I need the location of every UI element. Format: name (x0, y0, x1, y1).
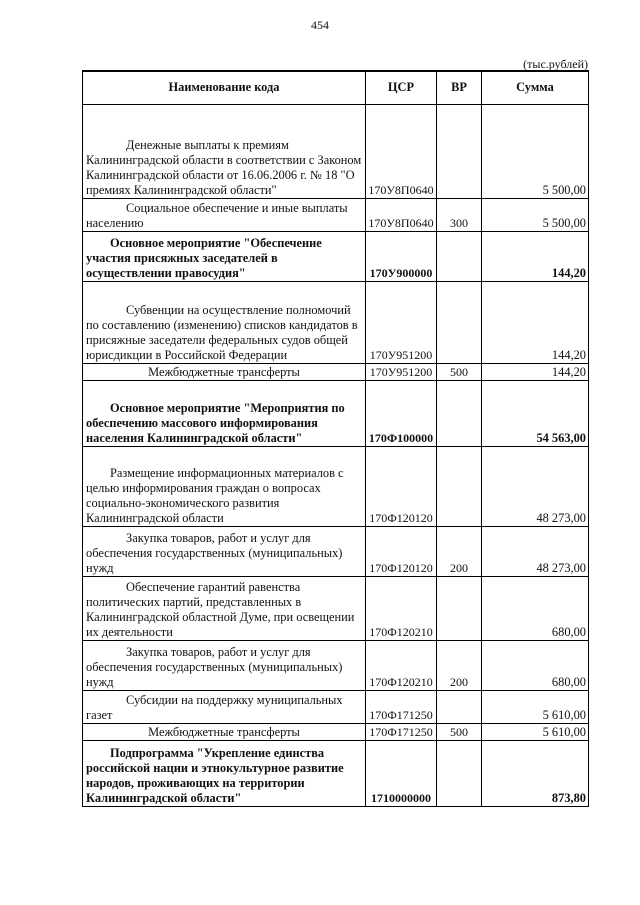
table-row (83, 104, 589, 198)
row-csr: 170Ф120120 (366, 446, 437, 526)
row-name: Обеспечение гарантий равенства политических партий, представленных в Калининградской областной Думе, при освещении их деятельности (83, 576, 366, 640)
row-vr (437, 231, 482, 281)
table-row (83, 198, 589, 231)
row-sum: 5 610,00 (482, 723, 589, 740)
table-row (83, 446, 589, 526)
row-sum: 48 273,00 (482, 526, 589, 576)
row-sum: 5 500,00 (482, 198, 589, 231)
row-name: Закупка товаров, работ и услуг для обеспечения государственных (муниципальных) нужд (83, 526, 366, 576)
row-csr: 170У951200 (366, 281, 437, 363)
table-row (83, 526, 589, 576)
row-name: Размещение информационных материалов с целью информирования граждан о вопросах социально-экономического развития Калининградской области (83, 446, 366, 526)
row-name: Субсидии на поддержку муниципальных газет (83, 690, 366, 723)
row-csr: 170Ф171250 (366, 723, 437, 740)
row-csr: 170У8П0640 (366, 198, 437, 231)
row-sum: 680,00 (482, 576, 589, 640)
budget-table-wrapper (82, 70, 588, 807)
row-vr (437, 104, 482, 198)
row-name: Субвенции на осуществление полномочий по составлению (изменению) списков кандидатов в присяжные заседатели федеральных судов общей юрисдикции в Российской Федерации (83, 281, 366, 363)
row-csr: 170Ф120120 (366, 526, 437, 576)
row-vr (437, 380, 482, 446)
page-number: 454 (311, 18, 329, 32)
table-row (83, 231, 589, 281)
header-name: Наименование кода (83, 71, 366, 104)
table-row (83, 690, 589, 723)
row-vr: 200 (437, 526, 482, 576)
row-vr (437, 740, 482, 806)
row-vr (437, 446, 482, 526)
row-name: Денежные выплаты к премиям Калининградской области в соответствии с Законом Калининградской области от 16.06.2006 г. № 18 "О премиях Калининградской области" (83, 104, 366, 198)
row-csr: 170У951200 (366, 363, 437, 380)
row-sum: 144,20 (482, 231, 589, 281)
row-vr: 200 (437, 640, 482, 690)
table-row (83, 640, 589, 690)
row-vr (437, 576, 482, 640)
row-vr: 300 (437, 198, 482, 231)
row-name: Основное мероприятие "Обеспечение участия присяжных заседателей в осуществлении правосудия" (83, 231, 366, 281)
table-row (83, 576, 589, 640)
header-vr: ВР (437, 71, 482, 104)
row-csr: 1710000000 (366, 740, 437, 806)
row-sum: 144,20 (482, 281, 589, 363)
row-name: Социальное обеспечение и иные выплаты населению (83, 198, 366, 231)
row-sum: 5 500,00 (482, 104, 589, 198)
row-csr: 170Ф171250 (366, 690, 437, 723)
row-csr: 170Ф120210 (366, 640, 437, 690)
table-row (83, 281, 589, 363)
row-sum: 144,20 (482, 363, 589, 380)
row-name: Межбюджетные трансферты (83, 363, 366, 380)
row-name: Межбюджетные трансферты (83, 723, 366, 740)
row-sum: 48 273,00 (482, 446, 589, 526)
row-vr: 500 (437, 363, 482, 380)
row-sum: 54 563,00 (482, 380, 589, 446)
row-sum: 873,80 (482, 740, 589, 806)
row-vr (437, 690, 482, 723)
row-name: Основное мероприятие "Мероприятия по обеспечению массового информирования населения Калининградской области" (83, 380, 366, 446)
row-csr: 170Ф100000 (366, 380, 437, 446)
header-sum: Сумма (482, 71, 589, 104)
row-sum: 5 610,00 (482, 690, 589, 723)
table-header-row (83, 71, 589, 104)
row-csr: 170У8П0640 (366, 104, 437, 198)
table-row (83, 363, 589, 380)
table-row (83, 740, 589, 806)
row-vr (437, 281, 482, 363)
row-sum: 680,00 (482, 640, 589, 690)
row-name: Подпрограмма "Укрепление единства российской нации и этнокультурное развитие народов, проживающих на территории Калининградской области" (83, 740, 366, 806)
table-row (83, 380, 589, 446)
header-csr: ЦСР (366, 71, 437, 104)
row-csr: 170У900000 (366, 231, 437, 281)
row-name: Закупка товаров, работ и услуг для обеспечения государственных (муниципальных) нужд (83, 640, 366, 690)
budget-table (82, 70, 589, 807)
units-label: (тыс.рублей) (523, 57, 588, 71)
row-csr: 170Ф120210 (366, 576, 437, 640)
row-vr: 500 (437, 723, 482, 740)
table-row (83, 723, 589, 740)
